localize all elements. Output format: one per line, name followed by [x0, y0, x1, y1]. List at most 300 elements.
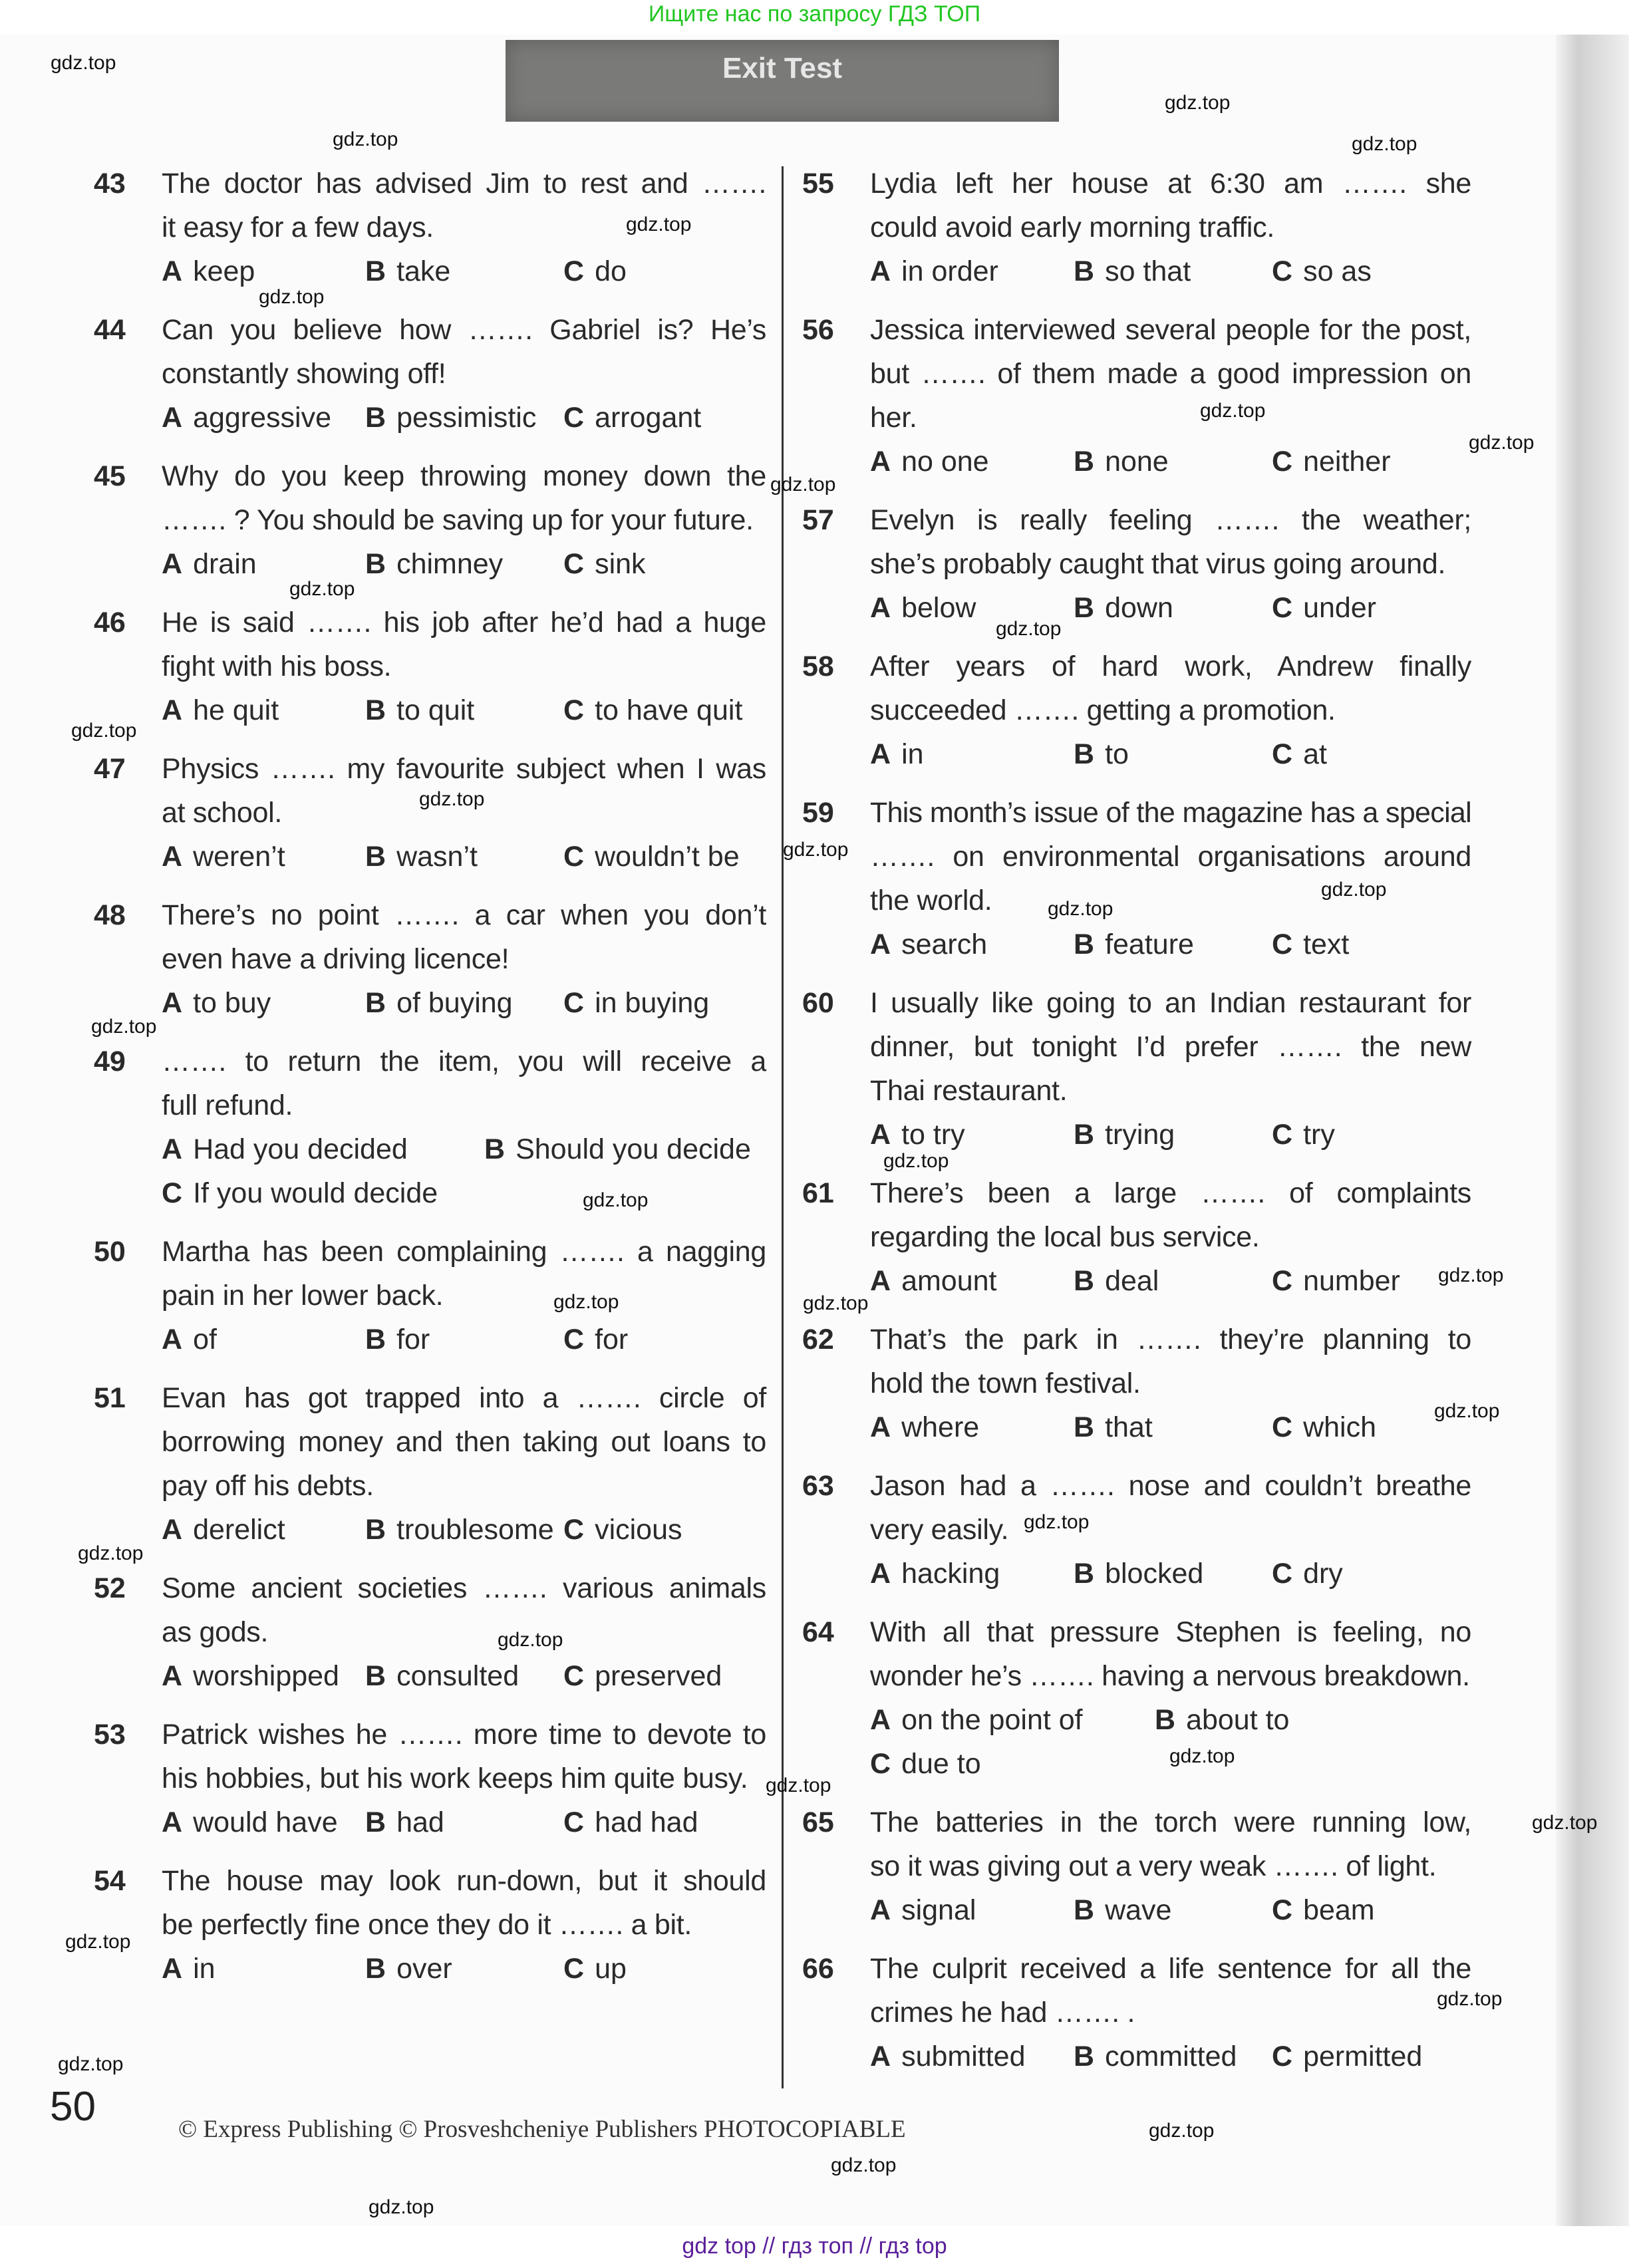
answer-options	[162, 981, 766, 1025]
right-column	[802, 162, 1471, 2093]
page-title: Exit Test	[722, 52, 843, 84]
question-text-line: the world.	[870, 885, 992, 917]
option-text: down	[1105, 592, 1173, 624]
answer-option-b[interactable]	[1074, 1113, 1175, 1157]
option-text: in buying	[595, 987, 710, 1019]
option-text: search	[901, 928, 988, 960]
question-number: 52	[94, 1572, 126, 1604]
option-letter: C	[1272, 255, 1293, 287]
question-text-line: I usually like going to an Indian restaurant for	[870, 987, 1471, 1019]
bottom-banner[interactable]: gdz top // гдз топ // гдз top	[682, 2233, 947, 2259]
option-text: vicious	[595, 1514, 682, 1546]
question-body	[162, 747, 766, 879]
question-text-line: There’s been a large ……. of complaints	[870, 1177, 1471, 1209]
answer-option-a[interactable]	[162, 1800, 338, 1844]
question-text-line: The house may look run-down, but it should	[162, 1865, 766, 1897]
option-text: beam	[1303, 1894, 1375, 1926]
option-text: signal	[901, 1894, 976, 1926]
question-57	[802, 498, 1471, 630]
answer-option-b[interactable]	[365, 981, 513, 1025]
option-letter: B	[365, 987, 386, 1019]
question-body	[162, 308, 766, 440]
answer-option-b[interactable]	[365, 249, 450, 293]
option-text: permitted	[1303, 2041, 1423, 2072]
question-body	[162, 1859, 766, 1991]
question-58	[802, 644, 1471, 776]
answer-option-a[interactable]	[162, 1318, 217, 1361]
watermark-text: gdz.top	[553, 1291, 619, 1313]
watermark-text: gdz.top	[1352, 133, 1417, 155]
answer-option-a[interactable]	[870, 586, 976, 630]
option-letter: B	[365, 1953, 386, 1985]
option-text: in	[193, 1953, 216, 1985]
option-text: If you would decide	[193, 1177, 438, 1209]
question-text-line: ……. ? You should be saving up for your future.	[162, 504, 754, 536]
question-text-line: Why do you keep throwing money down the	[162, 460, 766, 492]
option-letter: B	[365, 1514, 386, 1546]
question-text-line: his hobbies, but his work keeps him quite busy.	[162, 1763, 748, 1794]
option-text: due to	[901, 1748, 981, 1780]
option-text: wasn’t	[396, 841, 478, 873]
answer-option-b[interactable]	[1074, 1259, 1159, 1303]
answer-option-b[interactable]	[365, 1947, 452, 1991]
option-letter: A	[870, 1411, 891, 1443]
answer-options	[162, 1947, 766, 1991]
question-44	[94, 308, 766, 440]
answer-option-c[interactable]	[1272, 249, 1372, 293]
watermark-text: gdz.top	[783, 839, 849, 861]
answer-option-a[interactable]	[162, 249, 255, 293]
answer-options	[162, 1171, 766, 1215]
column-divider	[782, 166, 784, 2088]
option-letter: C	[563, 1953, 585, 1985]
option-letter: A	[870, 2041, 891, 2072]
question-body	[162, 454, 766, 586]
watermark-text: gdz.top	[91, 1016, 157, 1038]
question-body	[162, 893, 766, 1025]
option-letter: B	[1074, 1411, 1095, 1443]
option-text: trying	[1105, 1119, 1175, 1151]
option-letter: A	[870, 592, 891, 624]
answer-option-b[interactable]	[1074, 1552, 1203, 1596]
option-text: under	[1303, 592, 1377, 624]
answer-option-a[interactable]	[162, 1654, 339, 1698]
option-text: hacking	[901, 1558, 1000, 1590]
answer-option-c[interactable]	[563, 835, 740, 879]
option-text: at	[1303, 738, 1327, 770]
option-letter: A	[162, 841, 183, 873]
option-letter: A	[162, 1133, 183, 1165]
option-text: arrogant	[595, 402, 702, 434]
option-text: to have quit	[595, 694, 743, 726]
question-56	[802, 308, 1471, 484]
option-text: about to	[1186, 1704, 1290, 1736]
question-text-line: she’s probably caught that virus going around.	[870, 548, 1446, 580]
answer-options	[870, 586, 1471, 630]
answer-options	[870, 1259, 1471, 1303]
option-letter: B	[1074, 1265, 1095, 1297]
answer-option-c[interactable]	[1272, 1259, 1400, 1303]
option-text: chimney	[396, 548, 504, 580]
question-text-line: very easily.	[870, 1514, 1009, 1546]
option-letter: B	[1155, 1704, 1176, 1736]
answer-option-b[interactable]	[365, 542, 503, 586]
answer-option-c[interactable]	[1272, 922, 1349, 966]
question-number: 54	[94, 1865, 126, 1897]
question-body	[870, 162, 1471, 293]
option-letter: B	[1074, 1558, 1095, 1590]
question-number: 56	[802, 314, 834, 346]
option-text: text	[1303, 928, 1350, 960]
answer-option-c[interactable]	[162, 1171, 438, 1215]
answer-option-a[interactable]	[162, 688, 279, 732]
watermark-text: gdz.top	[583, 1189, 649, 1211]
answer-option-c[interactable]	[1272, 732, 1327, 776]
option-text: feature	[1105, 928, 1194, 960]
answer-option-b[interactable]	[1074, 586, 1173, 630]
title-box	[506, 40, 1059, 122]
question-text-line: Jason had a ……. nose and couldn’t breathe	[870, 1470, 1471, 1502]
watermark-text: gdz.top	[1321, 879, 1387, 901]
option-text: would have	[193, 1806, 338, 1838]
option-text: which	[1303, 1411, 1376, 1443]
option-text: he quit	[193, 694, 279, 726]
answer-option-b[interactable]	[365, 688, 474, 732]
watermark-text: gdz.top	[1469, 432, 1535, 454]
watermark-text: gdz.top	[1438, 1264, 1504, 1286]
option-letter: A	[162, 1953, 183, 1985]
answer-options	[870, 922, 1471, 966]
option-letter: A	[162, 987, 183, 1019]
watermark-text: gdz.top	[1169, 1745, 1235, 1767]
option-letter: B	[484, 1133, 506, 1165]
option-text: try	[1303, 1119, 1335, 1151]
answer-option-c[interactable]	[563, 1800, 698, 1844]
option-text: to	[1105, 738, 1129, 770]
watermark-text: gdz.top	[58, 2053, 124, 2075]
option-text: preserved	[595, 1660, 722, 1692]
question-number: 49	[94, 1046, 126, 1077]
option-text: to quit	[396, 694, 475, 726]
answer-options	[870, 1698, 1471, 1742]
question-50	[94, 1230, 766, 1361]
question-body	[870, 1171, 1471, 1303]
watermark-text: gdz.top	[831, 2154, 897, 2176]
option-letter: C	[563, 1514, 585, 1546]
page-number: 50	[50, 2084, 96, 2130]
option-text: so as	[1303, 255, 1372, 287]
answer-option-b[interactable]	[1074, 922, 1194, 966]
watermark-text: gdz.top	[803, 1292, 869, 1314]
option-letter: B	[365, 402, 386, 434]
option-letter: B	[365, 841, 386, 873]
option-text: no one	[901, 446, 989, 478]
question-text-line: Evelyn is really feeling ……. the weather;	[870, 504, 1471, 536]
option-letter: C	[563, 255, 585, 287]
option-text: deal	[1105, 1265, 1159, 1297]
option-text: blocked	[1105, 1558, 1204, 1590]
option-letter: A	[162, 255, 183, 287]
question-text-line: but ……. of them made a good impression on	[870, 358, 1471, 390]
option-text: sink	[595, 548, 646, 580]
option-letter: A	[162, 1324, 183, 1355]
answer-options	[870, 2035, 1471, 2078]
answer-option-b[interactable]	[1074, 1888, 1171, 1932]
question-number: 61	[802, 1177, 834, 1209]
option-letter: C	[1272, 2041, 1293, 2072]
answer-option-c[interactable]	[563, 249, 627, 293]
question-number: 63	[802, 1470, 834, 1502]
question-text-line: crimes he had ……. .	[870, 1997, 1135, 2029]
answer-option-b[interactable]	[1074, 440, 1169, 484]
answer-option-c[interactable]	[1272, 1552, 1343, 1596]
question-55	[802, 162, 1471, 293]
question-body	[162, 1566, 766, 1698]
answer-option-a[interactable]	[162, 396, 331, 440]
answer-option-b[interactable]	[365, 396, 536, 440]
option-letter: C	[1272, 1265, 1293, 1297]
answer-option-a[interactable]	[870, 1405, 979, 1449]
option-text: below	[901, 592, 976, 624]
option-letter: C	[1272, 1558, 1293, 1590]
option-letter: C	[563, 1324, 585, 1355]
option-letter: A	[870, 1119, 891, 1151]
top-banner[interactable]: Ищите нас по запросу ГДЗ ТОП	[648, 1, 981, 27]
answer-options	[870, 249, 1471, 293]
option-text: for	[396, 1324, 430, 1355]
answer-option-c[interactable]	[1272, 1405, 1376, 1449]
answer-options	[870, 1405, 1471, 1449]
answer-option-c[interactable]	[563, 396, 701, 440]
question-66	[802, 1947, 1471, 2078]
watermark-text: gdz.top	[996, 618, 1062, 640]
answer-option-a[interactable]	[162, 1508, 285, 1552]
question-number: 62	[802, 1324, 834, 1355]
question-body	[870, 1947, 1471, 2078]
watermark-text: gdz.top	[1532, 1812, 1598, 1834]
option-letter: A	[162, 548, 183, 580]
watermark-text: gdz.top	[259, 286, 325, 308]
answer-option-a[interactable]	[870, 440, 989, 484]
answer-options	[162, 1654, 766, 1698]
option-letter: B	[1074, 1119, 1095, 1151]
question-body	[870, 981, 1471, 1157]
question-text-line: Some ancient societies ……. various animals	[162, 1572, 766, 1604]
option-letter: C	[563, 841, 585, 873]
question-54	[94, 1859, 766, 1991]
option-text: of	[193, 1324, 217, 1355]
watermark-text: gdz.top	[1165, 92, 1231, 114]
answer-option-c[interactable]	[563, 1654, 722, 1698]
answer-option-c[interactable]	[563, 1318, 628, 1361]
answer-option-a[interactable]	[870, 249, 998, 293]
question-number: 65	[802, 1806, 834, 1838]
answer-option-b[interactable]	[1074, 732, 1129, 776]
question-body	[870, 644, 1471, 776]
question-text-line: Patrick wishes he ……. more time to devote to	[162, 1719, 766, 1751]
option-letter: C	[162, 1177, 183, 1209]
option-letter: A	[870, 738, 891, 770]
question-60	[802, 981, 1471, 1157]
copyright-line: © Express Publishing © Prosveshcheniye Publishers PHOTOCOPIABLE	[178, 2116, 906, 2143]
option-letter: A	[162, 1514, 183, 1546]
watermark-text: gdz.top	[419, 788, 485, 810]
question-body	[162, 1713, 766, 1844]
question-number: 45	[94, 460, 126, 492]
answer-option-c[interactable]	[870, 1742, 981, 1786]
answer-option-c[interactable]	[1272, 2035, 1422, 2078]
option-letter: C	[1272, 446, 1293, 478]
question-65	[802, 1800, 1471, 1932]
answer-option-a[interactable]	[870, 922, 987, 966]
option-letter: C	[1272, 1894, 1293, 1926]
option-letter: A	[870, 1894, 891, 1926]
answer-option-b[interactable]	[365, 835, 478, 879]
question-text-line: He is said ……. his job after he’d had a huge	[162, 607, 766, 638]
answer-option-a[interactable]	[870, 1888, 976, 1932]
answer-option-c[interactable]	[563, 542, 646, 586]
option-letter: C	[1272, 592, 1293, 624]
option-text: worshipped	[193, 1660, 339, 1692]
question-text-line: full refund.	[162, 1089, 293, 1121]
answer-option-b[interactable]	[365, 1318, 430, 1361]
question-text-line: With all that pressure Stephen is feeling, no	[870, 1616, 1471, 1648]
question-number: 50	[94, 1236, 126, 1268]
answer-options	[162, 396, 766, 440]
question-text-line: constantly showing off!	[162, 358, 446, 390]
question-52	[94, 1566, 766, 1698]
answer-option-a[interactable]	[162, 1127, 408, 1171]
answer-options	[870, 1888, 1471, 1932]
answer-option-c[interactable]	[1272, 1113, 1335, 1157]
question-number: 43	[94, 168, 126, 200]
option-text: wave	[1105, 1894, 1172, 1926]
question-number: 64	[802, 1616, 834, 1648]
question-53	[94, 1713, 766, 1844]
answer-option-b[interactable]	[484, 1127, 751, 1171]
answer-option-c[interactable]	[1272, 1888, 1375, 1932]
question-text-line: ……. on environmental organisations around	[870, 841, 1471, 873]
option-letter: C	[870, 1748, 891, 1780]
option-text: consulted	[396, 1660, 519, 1692]
option-text: had	[396, 1806, 444, 1838]
question-text-line: Jessica interviewed several people for the post,	[870, 314, 1471, 346]
option-letter: B	[365, 694, 386, 726]
answer-option-b[interactable]	[1074, 1405, 1153, 1449]
question-text-line: pay off his debts.	[162, 1470, 374, 1502]
answer-option-a[interactable]	[870, 1552, 1000, 1596]
option-text: in order	[901, 255, 998, 287]
option-text: do	[595, 255, 627, 287]
option-text: wouldn’t be	[595, 841, 740, 873]
answer-option-c[interactable]	[563, 981, 709, 1025]
answer-option-a[interactable]	[162, 835, 285, 879]
answer-option-c[interactable]	[1272, 440, 1391, 484]
question-text-line: so it was giving out a very weak ……. of light.	[870, 1850, 1437, 1882]
question-text-line: The doctor has advised Jim to rest and …….	[162, 168, 766, 200]
option-text: keep	[193, 255, 255, 287]
option-text: over	[396, 1953, 452, 1985]
answer-option-b[interactable]	[365, 1800, 444, 1844]
watermark-text: gdz.top	[65, 1931, 131, 1953]
answer-options	[870, 1552, 1471, 1596]
option-letter: B	[1074, 2041, 1095, 2072]
question-text-line: it easy for a few days.	[162, 212, 434, 243]
watermark-text: gdz.top	[71, 720, 137, 742]
option-letter: B	[1074, 738, 1095, 770]
answer-option-b[interactable]	[1074, 249, 1191, 293]
answer-option-c[interactable]	[563, 688, 742, 732]
answer-options	[162, 1800, 766, 1844]
question-body	[162, 1040, 766, 1215]
question-body	[870, 308, 1471, 484]
question-text-line: as gods.	[162, 1616, 269, 1648]
option-text: committed	[1105, 2041, 1237, 2072]
option-letter: B	[365, 1806, 386, 1838]
option-letter: A	[870, 1704, 891, 1736]
question-number: 55	[802, 168, 834, 200]
watermark-text: gdz.top	[78, 1542, 144, 1564]
watermark-text: gdz.top	[770, 474, 836, 496]
answer-option-b[interactable]	[1155, 1698, 1289, 1742]
page-edge-shadow	[1556, 35, 1629, 2226]
answer-option-a[interactable]	[870, 732, 924, 776]
question-text-line: wonder he’s ……. having a nervous breakdown.	[870, 1660, 1470, 1692]
option-text: on the point of	[901, 1704, 1083, 1736]
watermark-text: gdz.top	[333, 128, 398, 150]
answer-options	[162, 1508, 766, 1552]
question-text-line: This month’s issue of the magazine has a special	[870, 797, 1471, 829]
question-48	[94, 893, 766, 1025]
answer-option-a[interactable]	[870, 1698, 1083, 1742]
answer-option-b[interactable]	[365, 1508, 554, 1552]
option-text: troublesome	[396, 1514, 554, 1546]
option-letter: A	[162, 1660, 183, 1692]
option-letter: A	[870, 446, 891, 478]
option-letter: C	[563, 1806, 585, 1838]
answer-option-b[interactable]	[1074, 2035, 1237, 2078]
watermark-text: gdz.top	[1437, 1988, 1503, 2010]
question-text-line: After years of hard work, Andrew finally	[870, 650, 1471, 682]
option-letter: B	[1074, 928, 1095, 960]
left-column	[94, 162, 766, 2005]
question-number: 60	[802, 987, 834, 1019]
watermark-text: gdz.top	[1024, 1511, 1090, 1533]
question-text-line: Evan has got trapped into a ……. circle of	[162, 1382, 766, 1414]
answer-option-a[interactable]	[162, 1947, 216, 1991]
option-letter: A	[870, 1265, 891, 1297]
answer-option-b[interactable]	[365, 1654, 519, 1698]
answer-option-c[interactable]	[1272, 586, 1376, 630]
answer-option-a[interactable]	[870, 1259, 997, 1303]
watermark-text: gdz.top	[1048, 898, 1113, 920]
watermark-text: gdz.top	[1200, 400, 1266, 422]
answer-option-a[interactable]	[870, 2035, 1026, 2078]
question-49	[94, 1040, 766, 1215]
question-body	[870, 498, 1471, 630]
answer-option-a[interactable]	[162, 981, 271, 1025]
question-text-line: Lydia left her house at 6:30 am ……. she	[870, 168, 1471, 200]
answer-option-a[interactable]	[162, 542, 257, 586]
question-text-line: be perfectly fine once they do it ……. a bit.	[162, 1909, 692, 1941]
answer-option-c[interactable]	[563, 1508, 682, 1552]
option-text: that	[1105, 1411, 1153, 1443]
option-text: Should you decide	[516, 1133, 751, 1165]
question-text-line: hold the town festival.	[870, 1367, 1141, 1399]
answer-option-c[interactable]	[563, 1947, 627, 1991]
option-text: aggressive	[193, 402, 332, 434]
question-text-line: ……. to return the item, you will receive a	[162, 1046, 766, 1077]
